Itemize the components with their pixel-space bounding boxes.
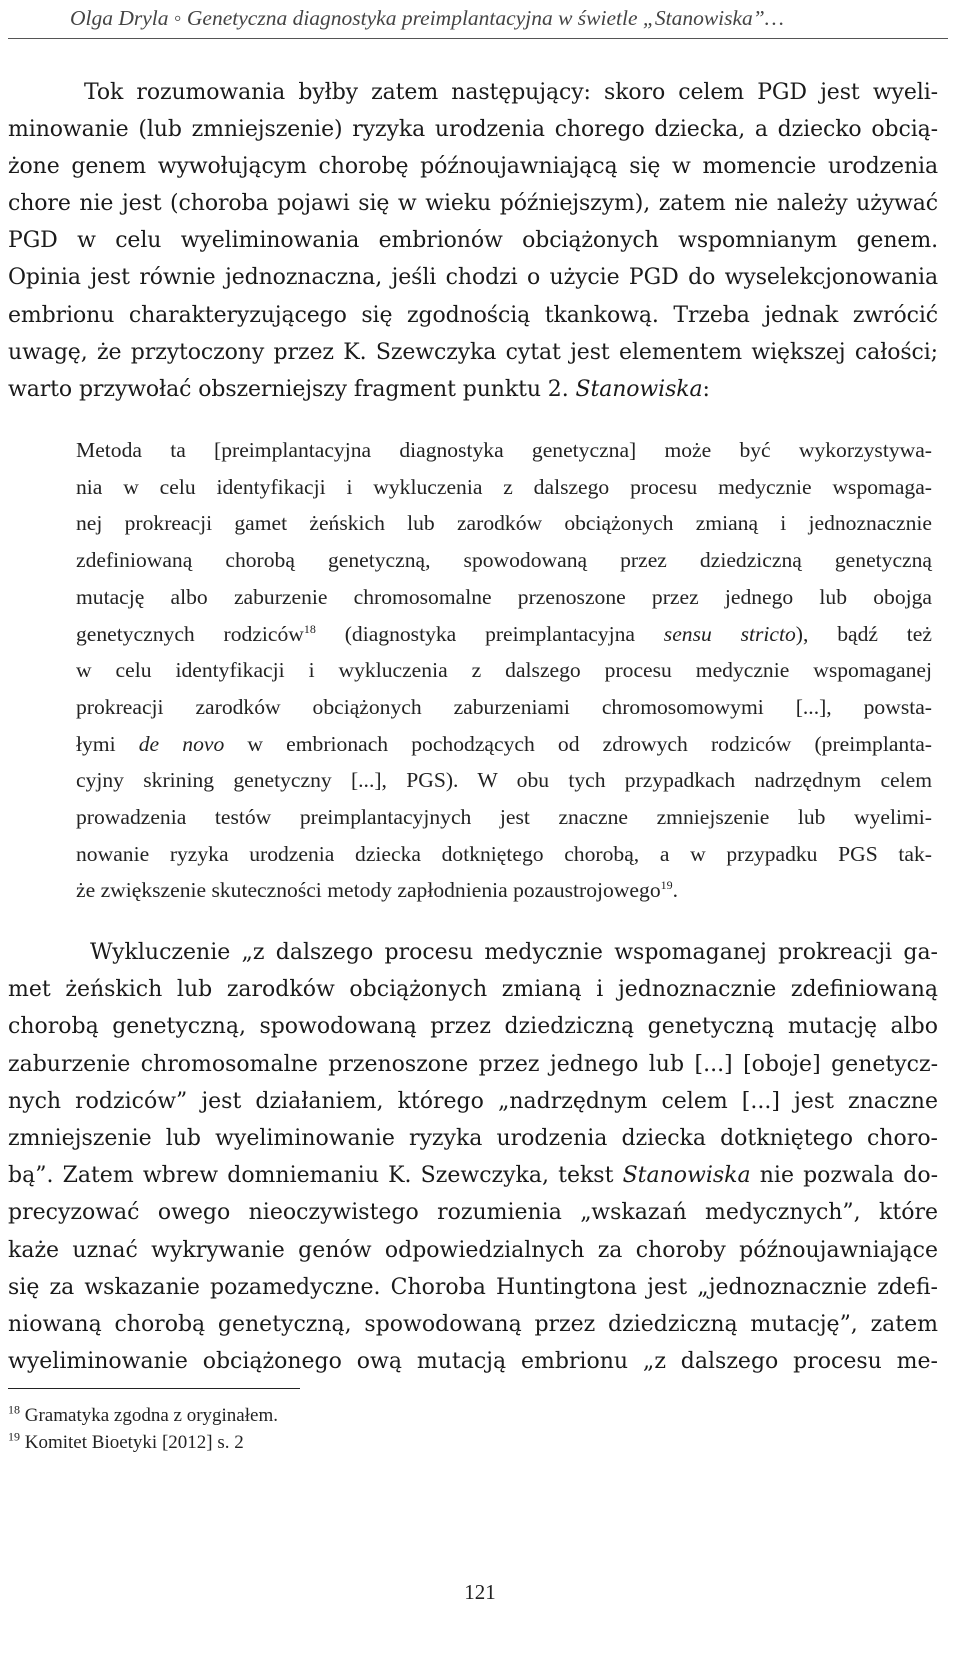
footnotes <box>8 1402 278 1456</box>
text-line: się za wskazanie pozamedyczne. Choroba Huntingtona jest „jednoznacznie zdefi- <box>8 1274 938 1300</box>
text-line: Wykluczenie „z dalszego procesu medycznie wspomaganej prokreacji ga- <box>90 940 938 965</box>
text-line: PGD w celu wyeliminowania embrionów obciążonych wspomnianym genem. <box>8 228 938 254</box>
quote-line: nia w celu identyfikacji i wykluczenia z dalszego procesu medycznie wspomaga- <box>76 474 932 499</box>
text-line: embrionu charakteryzującego się zgodnością tkankową. Trzeba jednak zwrócić <box>8 302 938 328</box>
text-line: zaburzenie chromosomalne przenoszone przez jednego lub [...] [oboje] genetycz- <box>8 1051 938 1077</box>
text-line: Opinia jest równie jednoznaczna, jeśli chodzi o użycie PGD do wyselekcjonowania <box>8 265 938 291</box>
text-line: Tok rozumowania byłby zatem następujący: skoro celem PGD jest wyeli- <box>84 80 938 105</box>
paragraph-2 <box>8 934 938 1380</box>
running-title: Olga Dryla ◦ Genetyczna diagnostyka preimplantacyjna w świetle „Stanowiska”… <box>70 6 784 30</box>
footnote-18 <box>8 1402 278 1429</box>
quote-line: że zwiększenie skuteczności metody zapłodnienia pozaustrojowego$^{19}$. <box>76 878 679 903</box>
text-line: met żeńskich lub zarodków obciążonych zmianą i jednoznacznie zdefiniowaną <box>8 977 938 1003</box>
quote-line: prowadzenia testów preimplantacyjnych jest znaczne zmniejszenie lub wyelimi- <box>76 805 932 830</box>
quote-line: mutację albo zaburzenie chromosomalne przenoszone przez jednego lub obojga <box>76 584 932 609</box>
text-line: bą”. Zatem wbrew domniemaniu K. Szewczyka, tekst Stanowiska nie pozwala do- <box>8 1163 939 1189</box>
text-line: wyeliminowanie obciążonego ową mutacją embrionu „z dalszego procesu me- <box>8 1349 938 1375</box>
text-line: chore nie jest (choroba pojawi się w wieku późniejszym), zatem nie należy używać <box>8 191 938 217</box>
text-line: zmniejszenie lub wyeliminowanie ryzyka urodzenia dziecka dotkniętego choro- <box>8 1126 938 1152</box>
quote-line: genetycznych rodziców$^{18}$ (diagnostyka preimplantacyjna sensu stricto), bądź też <box>76 621 932 646</box>
quote-line: prokreacji zarodków obciążonych zaburzeniami chromosomowymi [...], powsta- <box>76 694 932 719</box>
italic-title: Stanowiska <box>575 376 703 402</box>
quote-line: zdefiniowaną chorobą genetyczną, spowodowaną przez dziedziczną genetyczną <box>76 548 932 573</box>
page-number: 121 <box>464 1580 496 1604</box>
paragraph-1 <box>8 74 938 408</box>
footnote-number: 19 <box>8 1429 20 1444</box>
text-line: minowanie (lub zmniejszenie) ryzyka urodzenia chorego dziecka, a dziecko obcią- <box>8 117 938 143</box>
text-line: żone genem wywołującym chorobę późnoujawniającą się w momencie urodzenia <box>8 154 938 180</box>
text-line: chorobą genetyczną, spowodowaną przez dziedziczną genetyczną mutację albo <box>8 1014 938 1040</box>
quote-line: cyjny skrining genetyczny [...], PGS). W obu tych przypadkach nadrzędnym celem <box>76 768 932 793</box>
footnote-19 <box>8 1429 278 1456</box>
quote-line: nej prokreacji gamet żeńskich lub zarodków obciążonych zmianą i jednoznacznie <box>76 511 932 536</box>
text-line: nych rodziców” jest działaniem, którego „nadrzędnym celem [...] jest znaczne <box>8 1088 938 1114</box>
text-line: precyzować owego nieoczywistego rozumienia „wskazań medycznych”, które <box>8 1200 938 1226</box>
footnote-number: 18 <box>8 1402 20 1417</box>
footnote-ref-18[interactable]: 18 <box>303 621 316 636</box>
block-quote <box>76 432 932 909</box>
footnote-text: Gramatyka zgodna z oryginałem. <box>20 1405 278 1426</box>
footnote-text: Komitet Bioetyki [2012] s. 2 <box>20 1432 244 1453</box>
text-line: każe uznać wykrywanie genów odpowiedzialnych za choroby późnoujawniające <box>8 1237 938 1263</box>
quote-line: Metoda ta [preimplantacyjna diagnostyka genetyczna] może być wykorzystywa- <box>76 438 932 462</box>
quote-line: nowanie ryzyka urodzenia dziecka dotkniętego chorobą, a w przypadku PGS tak- <box>76 841 932 866</box>
text-line: niowaną chorobą genetyczną, spowodowaną przez dziedziczną mutację”, zatem <box>8 1312 938 1338</box>
quote-line: w celu identyfikacji i wykluczenia z dalszego procesu medycznie wspomaganej <box>76 658 932 683</box>
quote-line: łymi de novo w embrionach pochodzących od zdrowych rodziców (preimplanta- <box>76 731 932 756</box>
running-header <box>8 4 948 39</box>
footnote-separator <box>8 1388 300 1389</box>
text-line: uwagę, że przytoczony przez K. Szewczyka cytat jest elementem większej całości; <box>8 339 938 365</box>
footnote-ref-19[interactable]: 19 <box>660 878 673 893</box>
text-line: warto przywołać obszerniejszy fragment punktu 2. Stanowiska: <box>8 376 710 402</box>
